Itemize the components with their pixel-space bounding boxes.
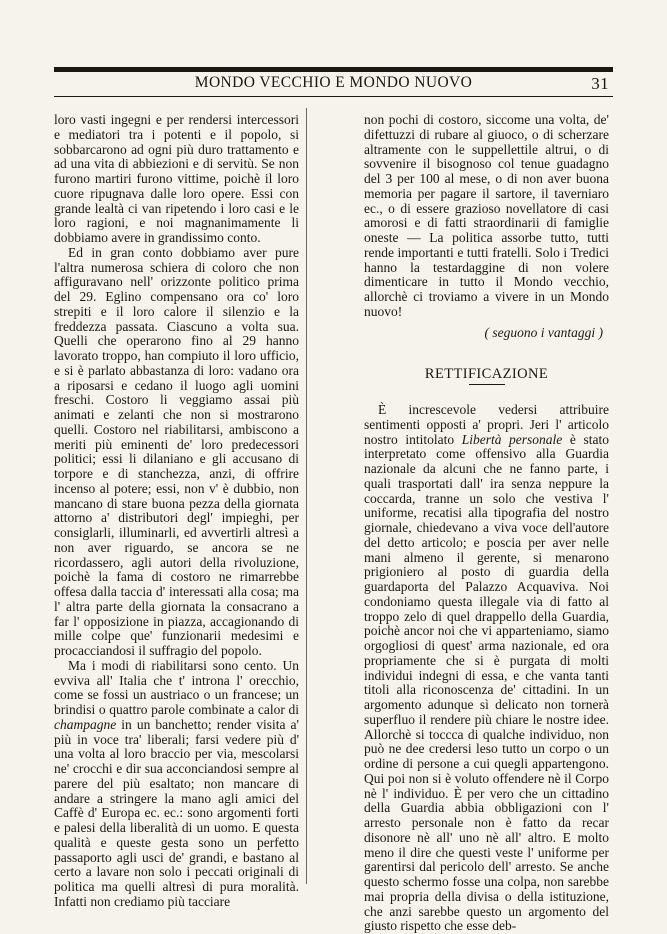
right-paragraph-2-lead: È increscevole vedersi attribuire sentimenti opposti a' propri. Jeri l' articolo nostro intitolato — [364, 402, 609, 447]
running-head — [54, 74, 613, 94]
section-title — [364, 367, 609, 385]
header-rule-thin — [54, 96, 613, 97]
right-paragraph-2-italic: Libertà personale — [461, 431, 563, 447]
right-paragraph-1: non pochi di costoro, siccome una volta, de' difettuzzi di rubare al giuoco, o di scherzare altramente con le suppellettile altrui, o di sovvenire il bisognoso col tenue guadagno del 3 per 100 al mese, o di non aver buona memoria per pagare il sartore, il taverniaro ec., o di essere grazioso novellatore di casi amorosi e di fatti straordinarii di famiglie oneste — La politica assorbe tutto, tutti rende importanti e tutti fratelli. Solo i Tredici hanno la testardaggine di non volere dimenticare in tutto il Mondo vecchio, allorchè ci troviamo a vivere in un Mondo nuovo! — [364, 112, 609, 319]
left-paragraph-3-lead: Ma i modi di riabilitarsi sono cento. Un evviva all' Italia che t' introna l' orecchio, come se fossi un austriaco o un francese; un brindisi o quattro parole combinate a calor di — [54, 657, 299, 717]
left-paragraph-3 — [54, 659, 299, 910]
continuation-note: ( seguono i vantaggi ) — [484, 324, 603, 340]
section-title-text: RETTIFICAZIONE — [424, 366, 549, 383]
page-number: 31 — [591, 74, 609, 93]
left-paragraph-2: Ed in gran conto dobbiamo aver pure l'altra numerosa schiera di coloro che non affiguravano nell' orizzonte politico prima del 29. Eglino compensano ora co' loro strepiti e il loro calore il silenzio e la freddezza passata. Ciascuno a volta sua. Quelli che operarono fino al 29 hanno lavorato troppo, han compiuto il loro ufficio, e si è parlato abbastanza di loro: vadano ora a riposarsi e cedano il luogo agli uomini freschi. Costoro li veggiamo assai più animati e zelanti che non si mostrarono quelli. Costoro nel riabilitarsi, ambiscono a meriti più eminenti de' loro predecessori politici; essi li dilaniano e gli accusano di torpore e di stanchezza, anzi, di offrire incenso al potere; essi, non v' è dubbio, non mancano di stare buona pezza della giornata attorno a' distributori degl' impieghi, per consiglarli, illuminarli, ed avvertirli altresì a non aver riguardo, se ancora se ne ricordassero, agli autori della rivoluzione, poichè la fama di costoro ne rimarrebbe offesa dalla taccia d' interessati alla cosa; ma l' altra parte della giornata la consacrano a far l' opposizione in piazza, accagionando di mille colpe que' funzionarii medesimi e procacciandosi il suffragio del popolo. — [54, 244, 299, 658]
section-title-underline — [469, 384, 505, 385]
right-paragraph-2 — [364, 403, 609, 934]
column-divider — [306, 108, 307, 884]
left-paragraph-3-tail: in un banchetto; render visita a' più in voce tra' liberali; farsi vedere più d' una volta al loro braccio per via, mescolarsi ne' crocchi e dir sua acconciandosi sempre al parere del più esaltato; non mancare di andare a stringere la mano agli amici del Caffè d' Europa ec. ec.: sono argomenti forti e palesi della liberalità di un uomo. E questa qualità e queste gesta sono un perfetto passaporto agli usci de' grandi, e bastano al certo a lavare non solo i peccati originali di politica ma quelli altresì di pura moralità. Infatti non crediamo più tacciare — [54, 716, 299, 909]
right-column — [364, 113, 609, 934]
left-paragraph-3-italic: champagne — [54, 716, 117, 732]
left-paragraph-1: loro vasti ingegni e per rendersi intercessori e mediatori tra i potenti e il popolo, si sobbarcarono ad ogni più duro trattamento e ad una vita di abbiezioni e di servitù. Se non furono martiri furono vittime, poichè il loro cuore ripugnava dalle loro opere. Essi con grande lealtà ci van ripetendo i loro casi e le loro ragioni, e noi magnanimamente li dobbiamo avere in grandissimo conto. — [54, 112, 299, 245]
header-rule-thick — [54, 67, 613, 72]
left-column — [54, 113, 299, 910]
right-paragraph-2-tail: è stato interpretato come offensivo alla Guardia nazionale da alcuni che ne fanno parte, i quali trasportati dall' ira senza neppure la coccarda, tranne un solo che vestiva l' uniforme, recatisi alla tipografia del nostro giornale, chiedevano a viva voce dell'autore del detto articolo; e poscia per aver nelle mani almeno il gerente, si menarono prigioniero al posto di guardia della guardaporta del Palazzo Acquaviva. Noi condoniamo questa illegale via di fatto al troppo zelo di quel drappello della Guardia, poichè ancor noi che vi apparteniamo, siamo orgogliosi di quest' arma nazionale, ed ora propriamente che si è purgata di molti individui indegni di essa, e che vanta tanti titoli alla riconoscenza de' cittadini. In un argomento adunque sì delicato non tornerà superfluo il rendere più chiare le nostre idee. Allorchè si toccca di qualche individuo, non può ne dee credersi leso tutto un corpo o un ordine di persone a cui quegli appartengono. Qui poi non si è voluto offendere nè il Corpo nè l' individuo. È per vero che un cittadino della Guardia abbia obbligazioni con l' arresto personale non è fatto da recar disonore nè all' uno nè all' altro. E molto meno il dire che questi veste l' uniforme per garentirsi dal pericolo dell' arresto. Se anche questo schermo fosse una colpa, non sarebbe mai propria della divisa o della istituzione, che anzi sarebbe questo un argomento del giusto rispetto che esse deb- — [364, 431, 610, 934]
running-title: MONDO VECCHIO E MONDO NUOVO — [194, 74, 473, 91]
